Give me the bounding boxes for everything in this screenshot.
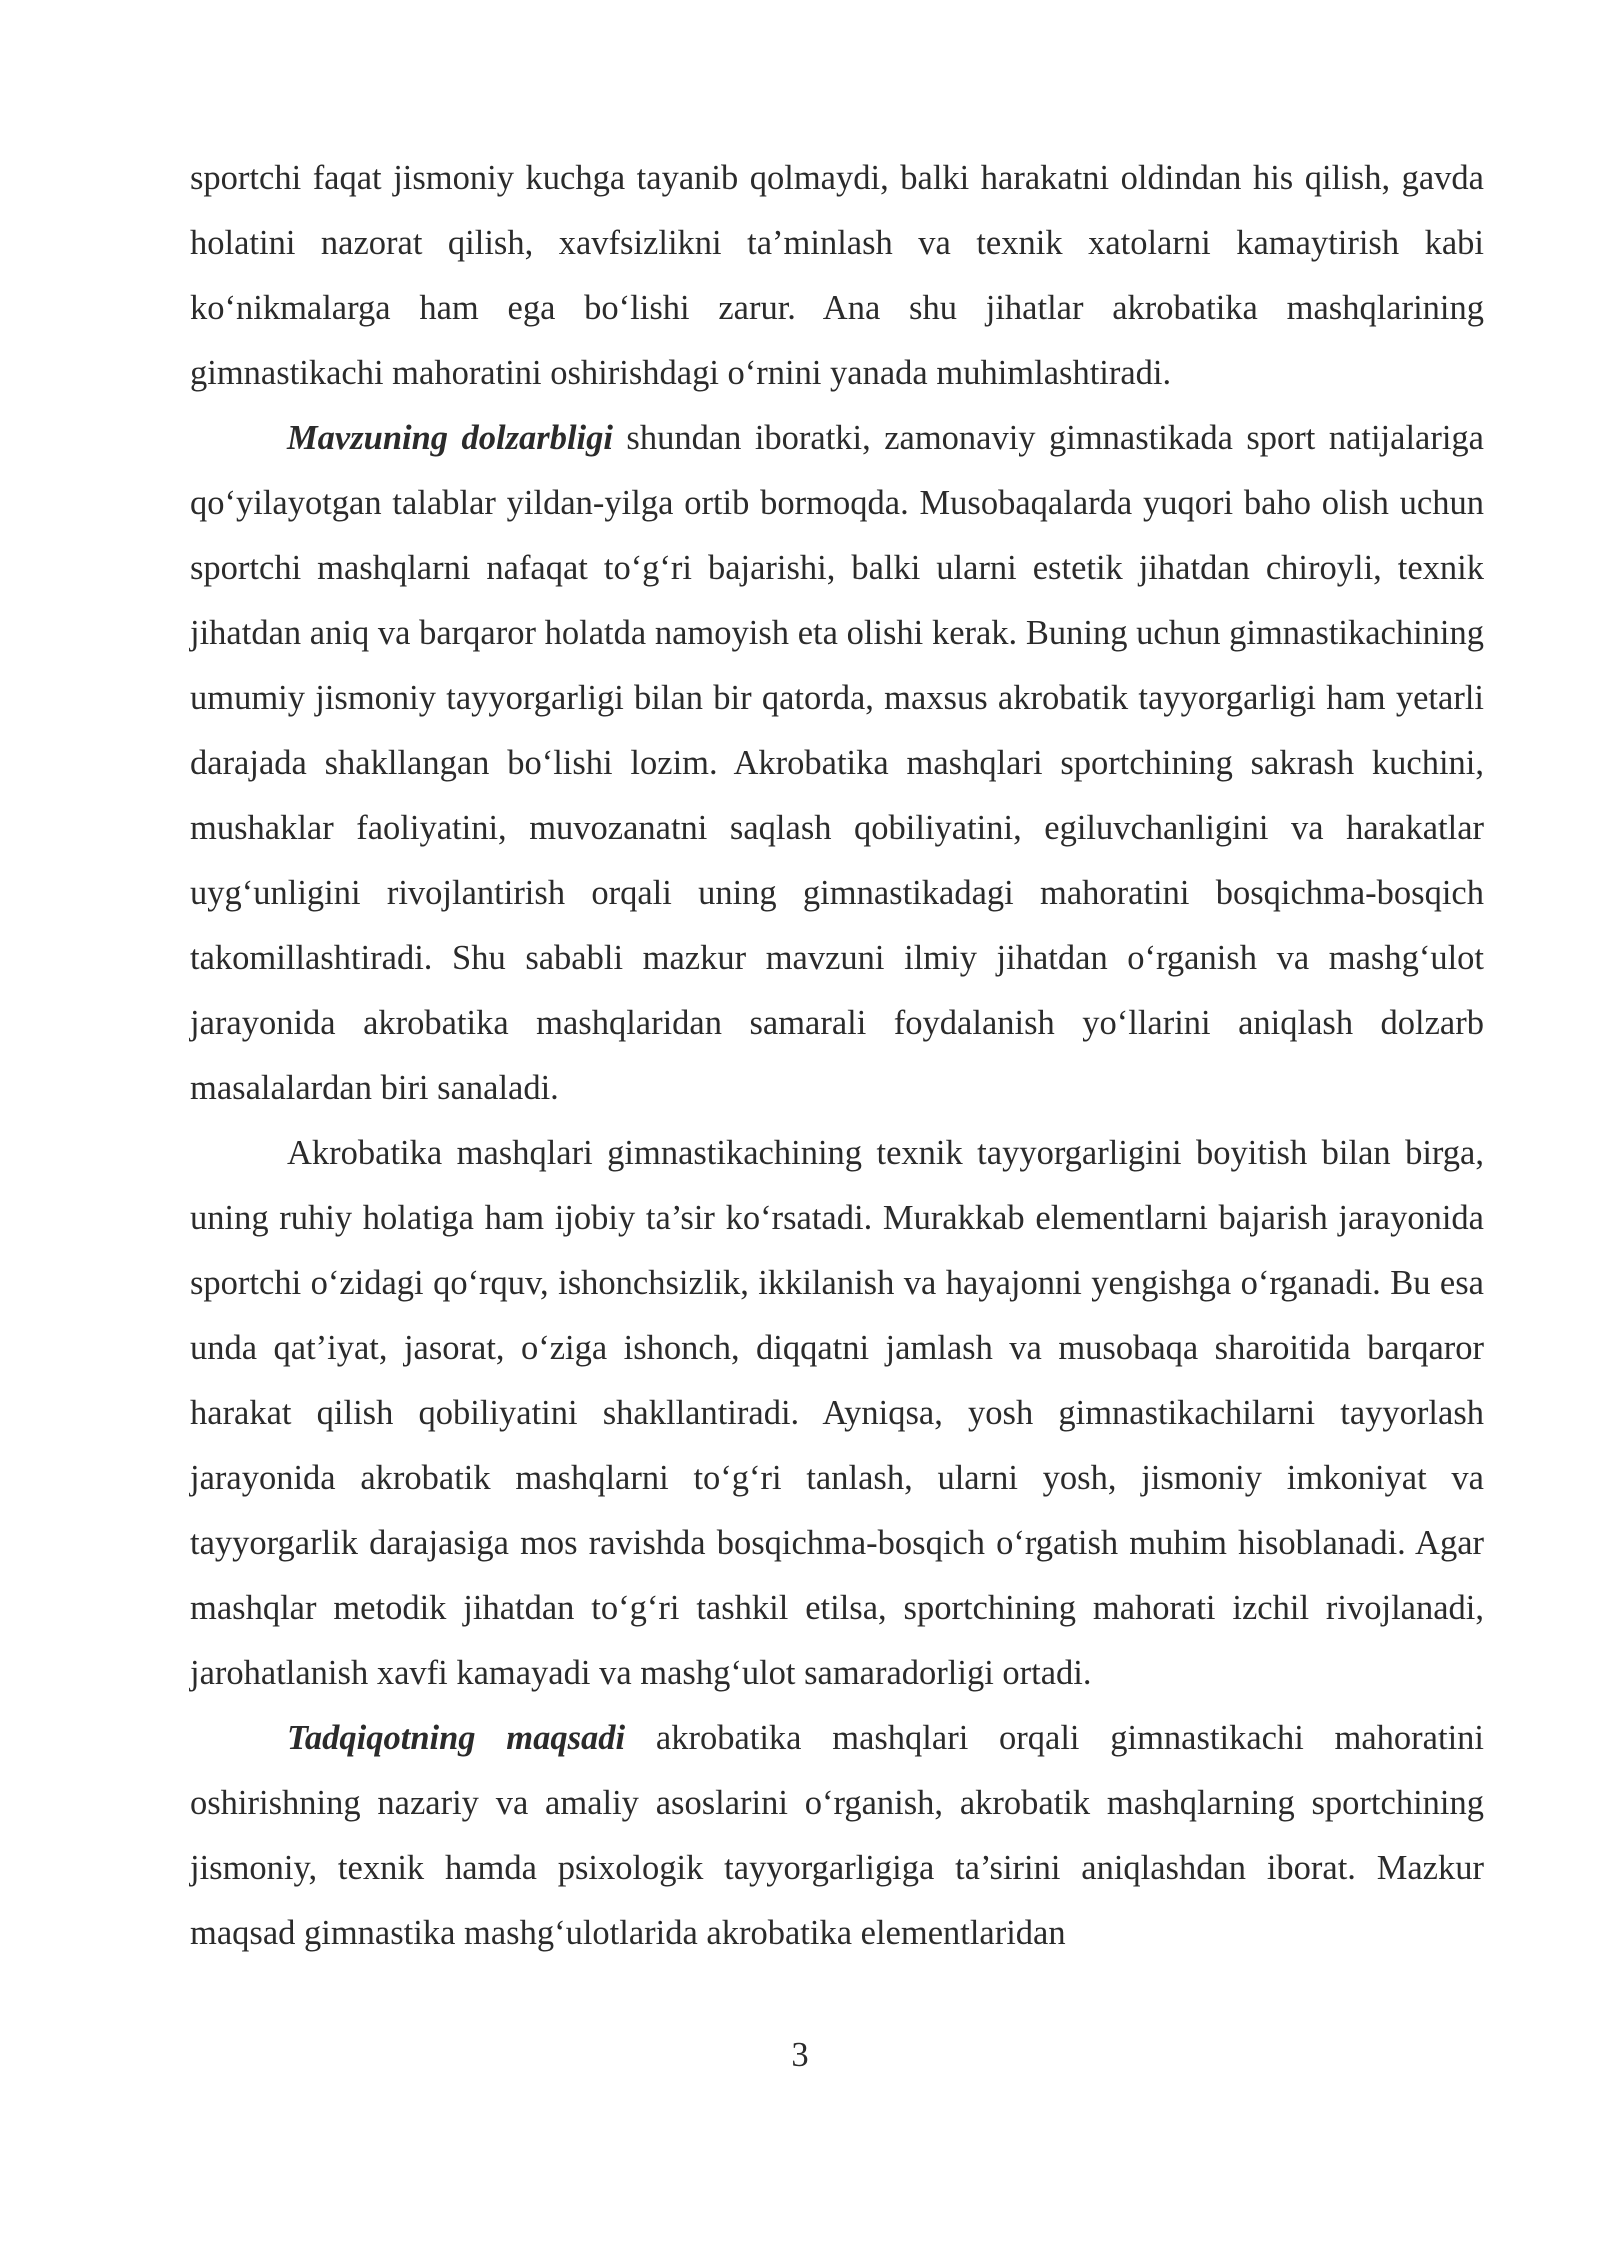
paragraph-psychological-effect — [190, 1121, 1484, 1706]
paragraph-topic-relevance — [190, 406, 1484, 1121]
paragraph-text: shundan iboratki, zamonaviy gimnastikada sport natijalariga qo‘yilayotgan talablar yildan-yilga ortib bormoqda. Musobaqalarda yuqori baho olish uchun sportchi mashqlarni nafaqat to‘g‘ri bajarishi, balki ularni estetik jihatdan chiroyli, texnik jihatdan aniq va barqaror holatda namoyish eta olishi kerak. Buning uchun gimnastikachining umumiy jismoniy tayyorgarligi bilan bir qatorda, maxsus akrobatik tayyorgarligi ham yetarli darajada shakllangan bo‘lishi lozim. Akrobatika mashqlari sportchining sakrash kuchini, mushaklar faoliyatini, muvozanatni saqlash qobiliyatini, egiluvchanligini va harakatlar uyg‘unligini rivojlantirish orqali uning gimnastikadagi mahoratini bosqichma-bosqich takomillashtiradi. Shu sababli mazkur mavzuni ilmiy jihatdan o‘rganish va mashg‘ulot jarayonida akrobatika mashqlaridan samarali foydalanish yo‘llarini aniqlash dolzarb masalalardan biri sanaladi. — [190, 419, 1484, 1107]
paragraph-text: sportchi faqat jismoniy kuchga tayanib qolmaydi, balki harakatni oldindan his qilish, gavda holatini nazorat qilish, xavfsizlikni ta’minlash va texnik xatolarni kamaytirish kabi ko‘nikmalarga ham ega bo‘lishi zarur. Ana shu jihatlar akrobatika mashqlarining gimnastikachi mahoratini oshirishdagi o‘rnini yanada muhimlashtiradi. — [190, 159, 1484, 392]
paragraph-research-goal — [190, 1706, 1484, 1966]
page-number: 3 — [791, 2036, 809, 2074]
paragraph-text: akrobatika mashqlari orqali gimnastikachi mahoratini oshirishning nazariy va amaliy asoslarini o‘rganish, akrobatik mashqlarning sportchining jismoniy, texnik hamda psixologik tayyorgarligiga ta’sirini aniqlashdan iborat. Mazkur maqsad gimnastika mashg‘ulotlarida akrobatika elementlaridan — [190, 1719, 1484, 1952]
paragraph-continuation — [190, 146, 1484, 406]
paragraph-lead-term: Tadqiqotning maqsadi — [287, 1719, 626, 1757]
paragraph-text: Akrobatika mashqlari gimnastikachining texnik tayyorgarligini boyitish bilan birga, uning ruhiy holatiga ham ijobiy ta’sir ko‘rsatadi. Murakkab elementlarni bajarish jarayonida sportchi o‘zidagi qo‘rquv, ishonchsizlik, ikkilanish va hayajonni yengishga o‘rganadi. Bu esa unda qat’iyat, jasorat, o‘ziga ishonch, diqqatni jamlash va musobaqa sharoitida barqaror harakat qilish qobiliyatini shakllantiradi. Ayniqsa, yosh gimnastikachilarni tayyorlash jarayonida akrobatik mashqlarni to‘g‘ri tanlash, ularni yosh, jismoniy imkoniyat va tayyorgarlik darajasiga mos ravishda bosqichma-bosqich o‘rgatish muhim hisoblanadi. Agar mashqlar metodik jihatdan to‘g‘ri tashkil etilsa, sportchining mahorati izchil rivojlanadi, jarohatlanish xavfi kamayadi va mashg‘ulot samaradorligi ortadi. — [190, 1134, 1484, 1692]
paragraph-lead-term: Mavzuning dolzarbligi — [287, 419, 613, 457]
body-text — [190, 146, 1484, 1966]
